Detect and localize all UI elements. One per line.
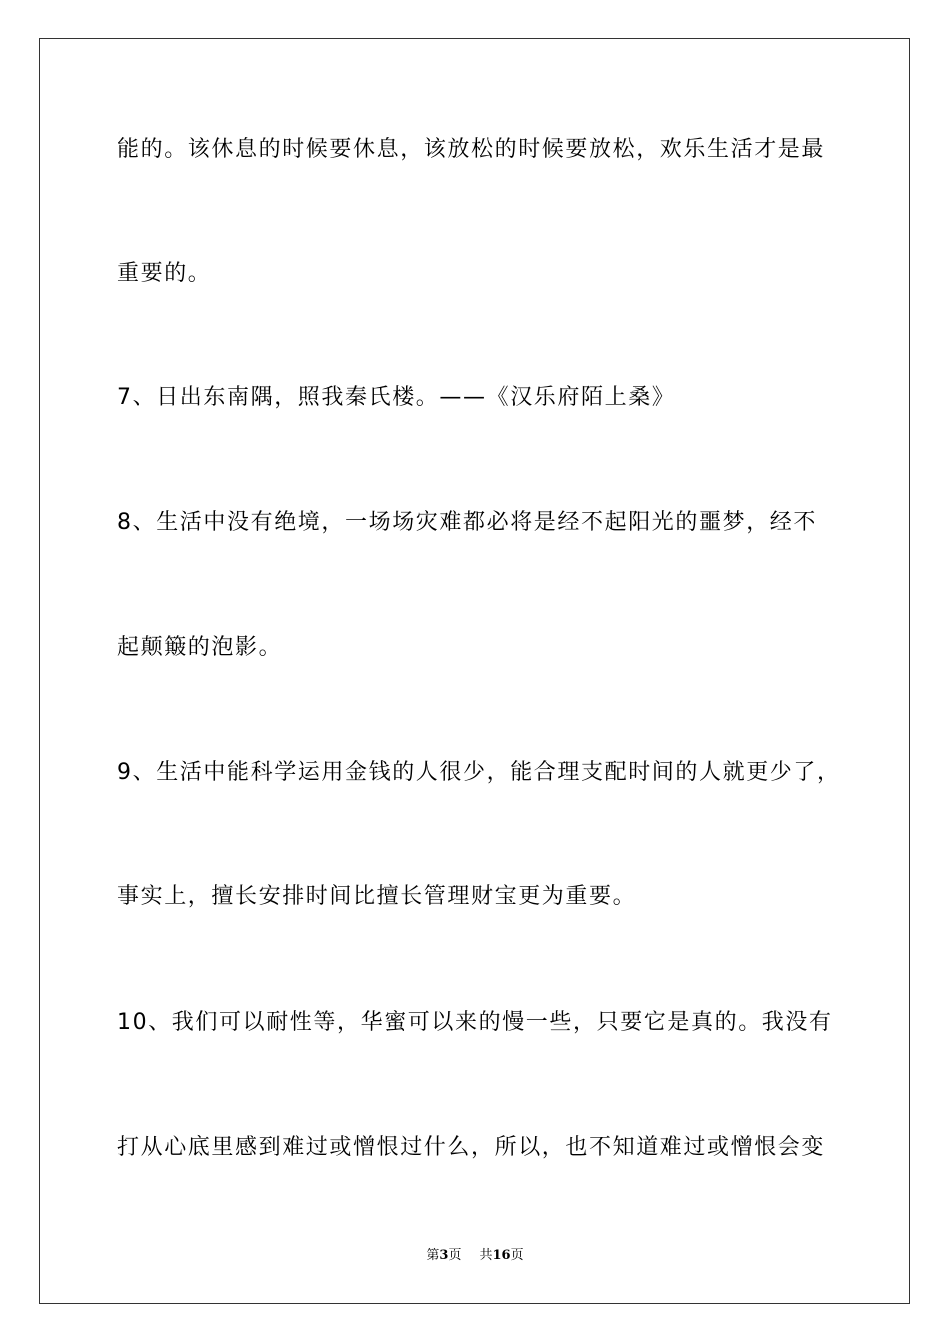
text-line: 8、生活中没有绝境，一场场灾难都必将是经不起阳光的噩梦，经不 (117, 510, 817, 535)
text-line: 7、日出东南隅，照我秦氏楼。——《汉乐府陌上桑》 (117, 385, 676, 410)
page-border (39, 38, 910, 1304)
total-pages: 16 (492, 1248, 511, 1263)
page-prefix: 第 (426, 1248, 440, 1263)
text-line: 起颠簸的泡影。 (117, 635, 283, 660)
text-line: 10、我们可以耐性等，华蜜可以来的慢一些，只要它是真的。我没有 (117, 1010, 833, 1035)
total-prefix: 共 (479, 1248, 493, 1263)
text-line: 事实上，擅长安排时间比擅长管理财宝更为重要。 (117, 884, 637, 909)
page-footer (0, 1248, 950, 1264)
text-line: 能的。该休息的时候要休息，该放松的时候要放松，欢乐生活才是最 (117, 137, 826, 162)
text-line: 9、生活中能科学运用金钱的人很少，能合理支配时间的人就更少了， (117, 760, 841, 785)
page-number: 3 (439, 1248, 449, 1263)
text-line: 打从心底里感到难过或憎恨过什么，所以，也不知道难过或憎恨会变 (117, 1135, 826, 1160)
page-suffix: 页 (448, 1248, 462, 1263)
total-suffix: 页 (510, 1248, 524, 1263)
text-line: 重要的。 (117, 261, 212, 286)
